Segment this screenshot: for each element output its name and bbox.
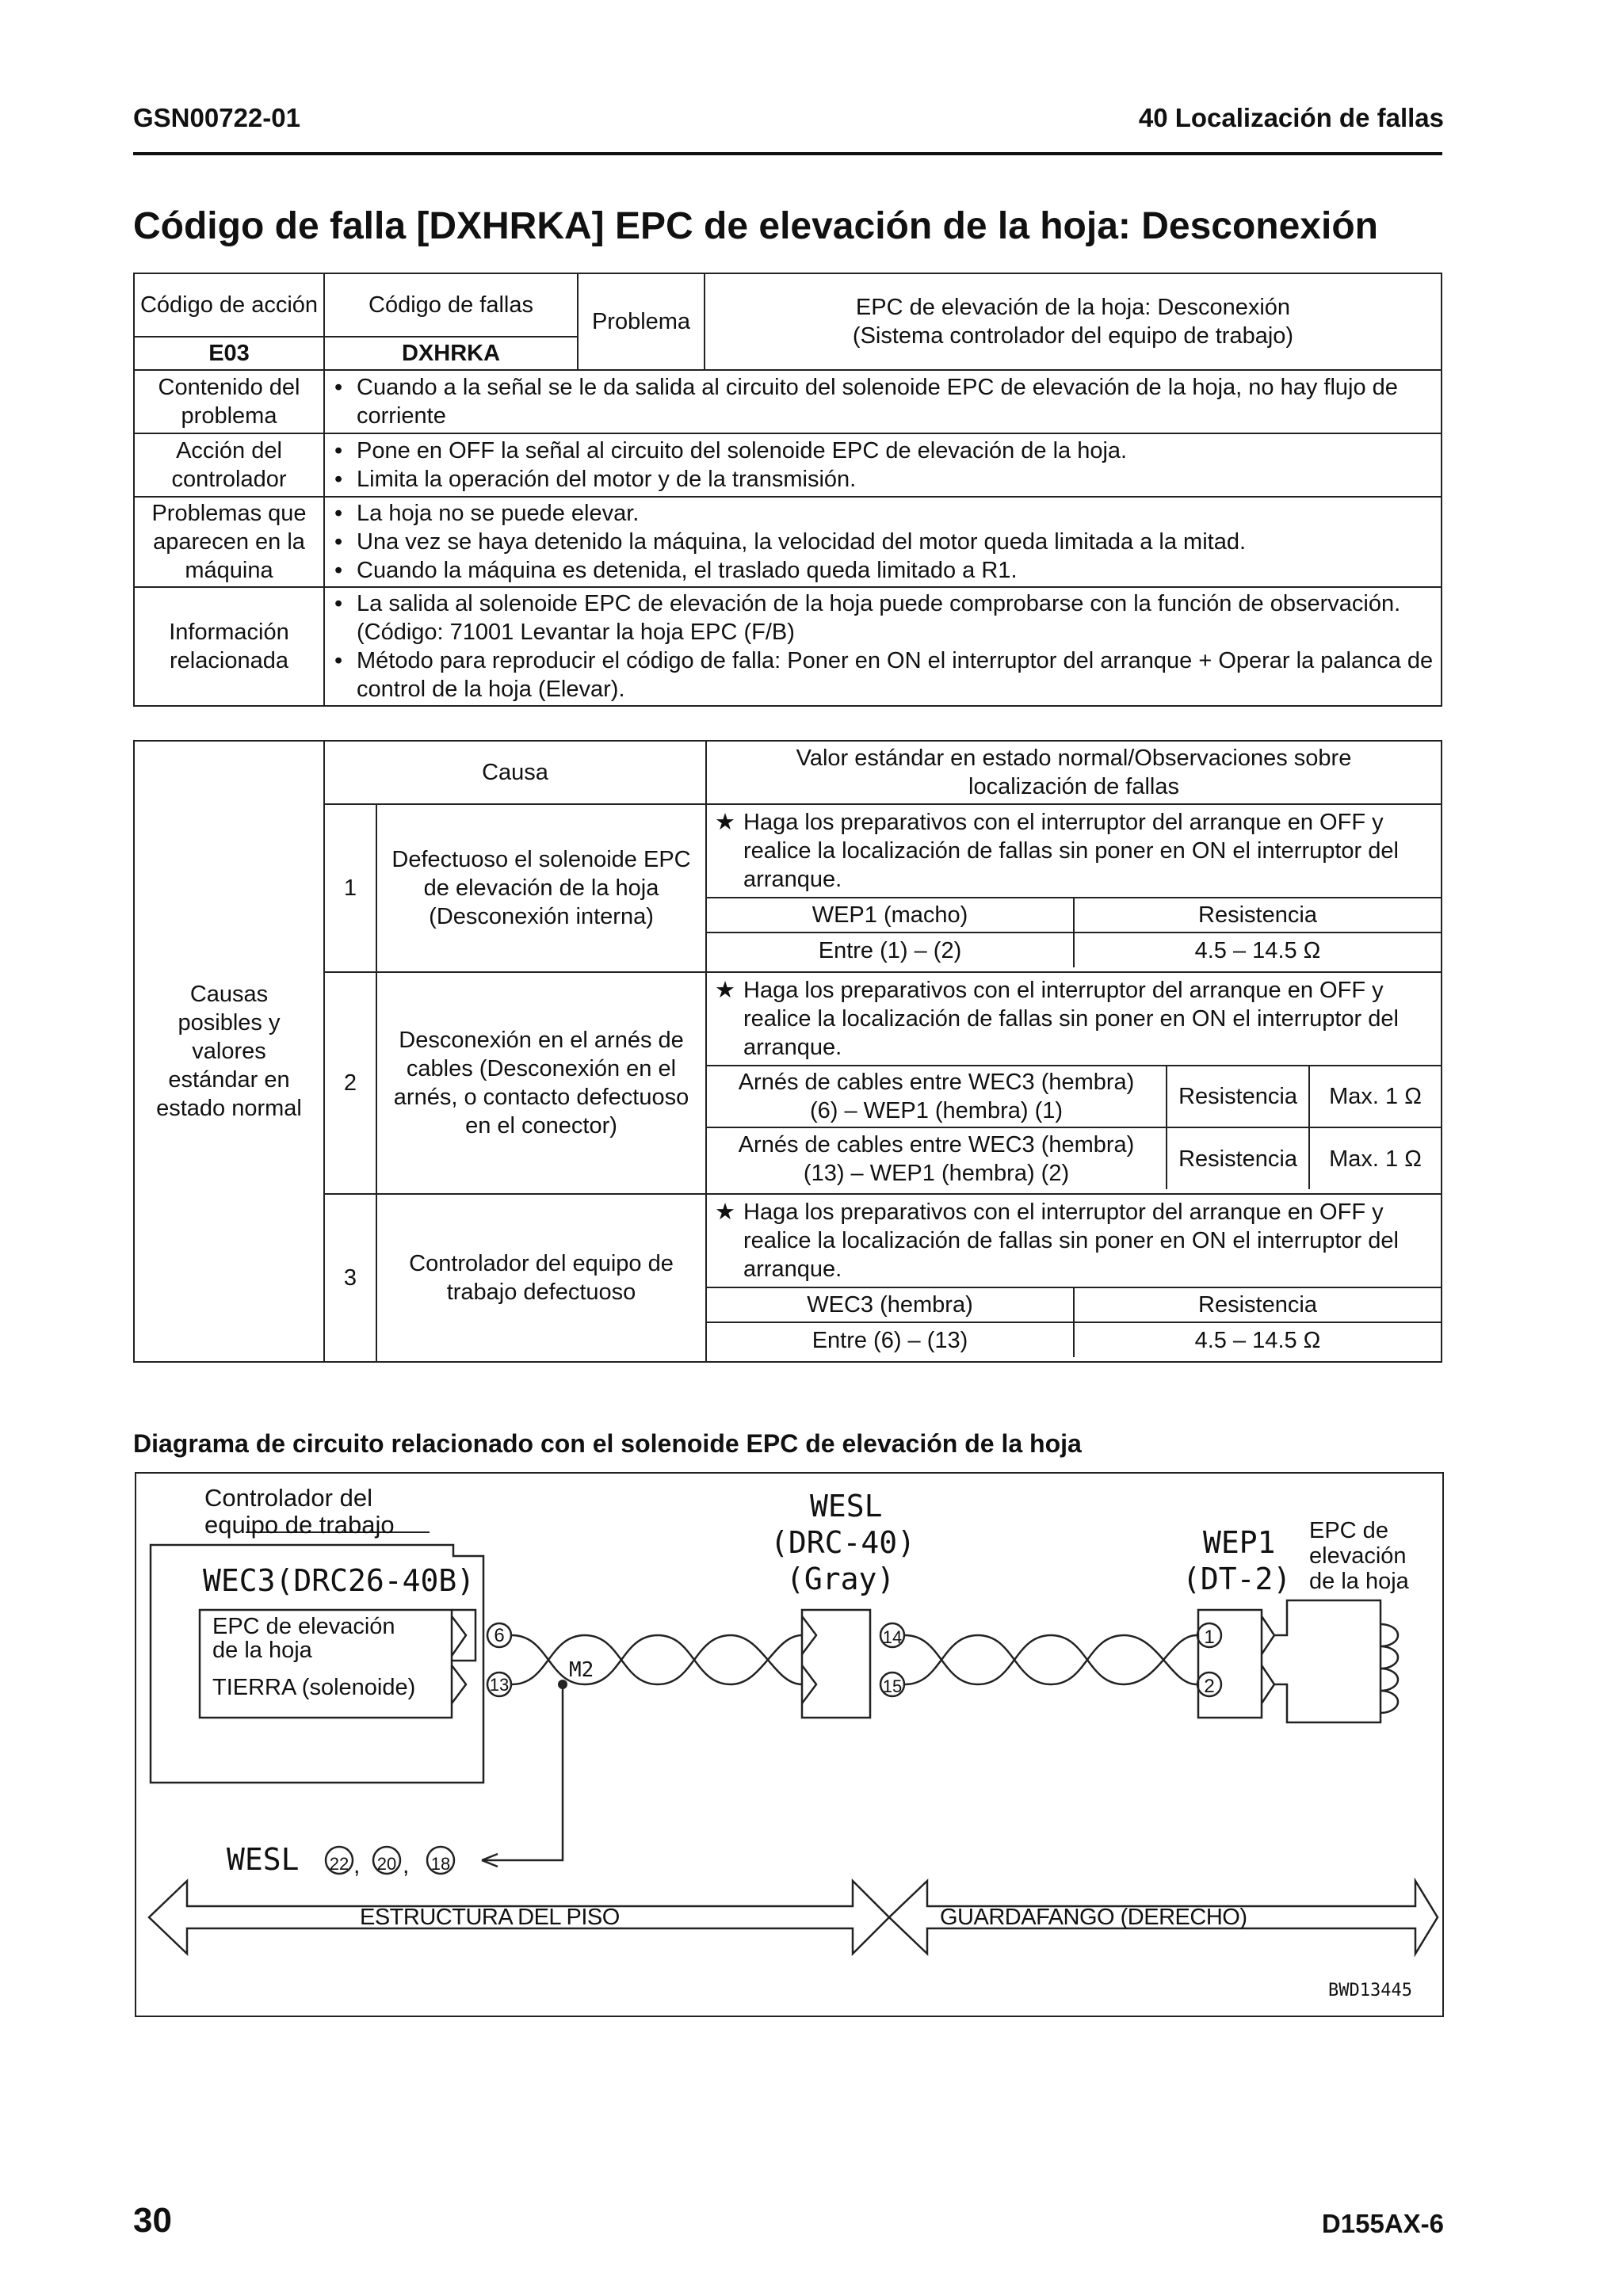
page-number: 30 — [133, 2201, 172, 2240]
floor-structure-label: ESTRUCTURA DEL PISO — [360, 1905, 620, 1930]
value-header: Valor estándar en estado normal/Observaciones sobre localización de fallas — [706, 741, 1442, 804]
star-icon: ★ — [715, 1199, 736, 1225]
cause-2-measure-table — [707, 1065, 1441, 1189]
row-label-accion: Acción del controlador — [134, 433, 324, 497]
wesl-type: (DRC-40) — [770, 1525, 916, 1560]
pin-18-label: 18 — [430, 1854, 451, 1874]
cause-text: Defectuoso el solenoide EPC de elevación de la hoja (Desconexión interna) — [376, 804, 706, 972]
fault-code-label: Código de fallas — [324, 273, 578, 337]
bullet: • Método para reproducir el código de falla: Poner en ON el interruptor del arranque + Operar la palanca de control de la hoja (Elevar). — [330, 646, 1436, 704]
row-label-problemas: Problemas que aparecen en la máquina — [134, 497, 324, 587]
solenoid-label: elevación — [1309, 1543, 1407, 1569]
problem-description: EPC de elevación de la hoja: Desconexión (Sistema controlador del equipo de trabajo) — [705, 273, 1442, 370]
model-number: D155AX-6 — [1321, 2209, 1444, 2238]
wec3-connector — [452, 1610, 475, 1661]
wesl-ground-label: WESL — [227, 1842, 300, 1877]
cause-number: 2 — [324, 972, 376, 1194]
epc-label: EPC de elevación — [212, 1614, 395, 1639]
doc-id: GSN00722-01 — [133, 103, 300, 132]
resistance-label: Resistencia — [1167, 1066, 1309, 1127]
pin-6-label: 6 — [494, 1625, 505, 1646]
pin-1-label: 1 — [1204, 1627, 1215, 1648]
wep1-type: (DT-2) — [1182, 1562, 1292, 1596]
fault-code: DXHRKA — [324, 337, 578, 370]
section-title: 40 Localización de fallas — [1138, 103, 1444, 132]
wesl-pin-bracket-15 — [802, 1665, 816, 1703]
harness-desc: Arnés de cables entre WEC3 (hembra) (13) – WEP1 (hembra) (2) — [707, 1127, 1167, 1189]
cause-number: 1 — [324, 804, 376, 972]
twisted-wire — [905, 1635, 1197, 1684]
controller-label: Controlador del — [204, 1484, 372, 1512]
pin-22-label: 22 — [329, 1854, 349, 1874]
row-content-problemas — [324, 497, 1442, 587]
pins: Entre (1) – (2) — [707, 933, 1074, 967]
page-title: Código de falla [DXHRKA] EPC de elevación de la hoja: Desconexión — [133, 205, 1378, 247]
row-content-accion — [324, 433, 1442, 497]
pin-15-label: 15 — [882, 1676, 903, 1696]
row-content-contenido — [324, 370, 1442, 433]
bullet: • La hoja no se puede elevar. — [330, 499, 1436, 528]
solenoid-body — [1274, 1600, 1381, 1722]
wep1-label: WEP1 — [1203, 1525, 1276, 1560]
problem-label: Problema — [578, 273, 705, 370]
bullet: • Limita la operación del motor y de la transmisión. — [330, 465, 1436, 494]
solenoid-label: de la hoja — [1309, 1569, 1409, 1594]
bullet: • Cuando a la señal se le da salida al circuito del solenoide EPC de elevación de la hoja, no hay flujo de corriente — [330, 373, 1436, 430]
cause-number: 3 — [324, 1194, 376, 1362]
cause-text: Desconexión en el arnés de cables (Desconexión en el arnés, o contacto defectuoso en el conector) — [376, 972, 706, 1194]
standard-value: 4.5 – 14.5 Ω — [1074, 933, 1441, 967]
ground-wire — [482, 1684, 563, 1860]
splice-dot — [558, 1680, 567, 1689]
star-icon: ★ — [715, 978, 736, 1003]
wep1-pin-bracket-1 — [1262, 1616, 1274, 1654]
prep-note: Haga los preparativos con el interruptor del arranque en OFF y realice la localización de fallas sin poner en ON el interruptor del arranque. — [743, 810, 1399, 892]
solenoid-label: EPC de — [1309, 1518, 1388, 1543]
wesl-connector — [802, 1610, 870, 1718]
wec3-label: WEC3(DRC26-40B) — [203, 1563, 475, 1598]
bullet: • Pone en OFF la señal al circuito del solenoide EPC de elevación de la hoja. — [330, 437, 1436, 465]
twisted-wire — [905, 1635, 1197, 1684]
action-code: E03 — [134, 337, 324, 370]
cause-table — [133, 740, 1442, 1363]
pin-14-label: 14 — [882, 1627, 903, 1647]
bullet: • Cuando la máquina es detenida, el traslado queda limitado a R1. — [330, 556, 1436, 585]
header-rule — [133, 152, 1442, 155]
prep-note: Haga los preparativos con el interruptor del arranque en OFF y realice la localización de fallas sin poner en ON el interruptor del arranque. — [743, 1199, 1399, 1282]
row-label-contenido: Contenido del problema — [134, 370, 324, 433]
solenoid-coil-icon — [1381, 1624, 1398, 1713]
max-value: Max. 1 Ω — [1309, 1066, 1441, 1127]
diagram-heading: Diagrama de circuito relacionado con el solenoide EPC de elevación de la hoja — [133, 1429, 1082, 1458]
twisted-wire — [512, 1635, 802, 1684]
connector-header: WEC3 (hembra) — [707, 1287, 1074, 1322]
pins: Entre (6) – (13) — [707, 1322, 1074, 1357]
cause-1-measure-table — [707, 897, 1441, 967]
pin-2-label: 2 — [1204, 1676, 1215, 1697]
action-code-label: Código de acción — [134, 273, 324, 337]
standard-value: 4.5 – 14.5 Ω — [1074, 1322, 1441, 1357]
cause-1-values — [706, 804, 1442, 972]
m2-label: M2 — [569, 1658, 594, 1682]
epc-label: de la hoja — [212, 1638, 312, 1663]
harness-desc: Arnés de cables entre WEC3 (hembra) (6) – WEP1 (hembra) (1) — [707, 1066, 1167, 1127]
bullet: • Una vez se haya detenido la máquina, la velocidad del motor queda limitada a la mitad. — [330, 528, 1436, 556]
wec3-pin-bracket-13 — [452, 1665, 466, 1703]
row-label-informacion: Información relacionada — [134, 587, 324, 706]
wesl-label: WESL — [810, 1489, 883, 1524]
resistance-label: Resistencia — [1167, 1127, 1309, 1189]
cause-2-values — [706, 972, 1442, 1194]
controller-label: equipo de trabajo — [204, 1511, 395, 1539]
wec3-pin-bracket-6 — [452, 1616, 466, 1656]
ground-label: TIERRA (solenoide) — [212, 1675, 416, 1700]
wep1-pin-bracket-2 — [1262, 1665, 1274, 1703]
figure-code: BWD13445 — [1328, 1981, 1412, 2000]
cause-header: Causa — [324, 741, 706, 804]
max-value: Max. 1 Ω — [1309, 1127, 1441, 1189]
fender-label: GUARDAFANGO (DERECHO) — [940, 1905, 1247, 1930]
row-content-informacion — [324, 587, 1442, 706]
circuit-diagram — [135, 1472, 1444, 2017]
connector-header: WEP1 (macho) — [707, 898, 1074, 933]
separator: , — [403, 1852, 410, 1878]
pin-20-label: 20 — [376, 1854, 397, 1874]
fault-info-table — [133, 273, 1442, 707]
bullet: • La salida al solenoide EPC de elevación de la hoja puede comprobarse con la función de observación. (Código: 71001 Levantar la hoja EPC (F/B) — [330, 589, 1436, 646]
separator: , — [353, 1852, 361, 1878]
resistance-header: Resistencia — [1074, 1287, 1441, 1322]
cause-text: Controlador del equipo de trabajo defectuoso — [376, 1194, 706, 1362]
pin-13-label: 13 — [489, 1675, 510, 1695]
prep-note: Haga los preparativos con el interruptor del arranque en OFF y realice la localización de fallas sin poner en ON el interruptor del arranque. — [743, 978, 1399, 1060]
wesl-pin-bracket-14 — [802, 1616, 816, 1654]
twisted-wire — [512, 1635, 802, 1684]
resistance-header: Resistencia — [1074, 898, 1441, 933]
cause-3-measure-table — [707, 1287, 1441, 1357]
cause-3-values — [706, 1194, 1442, 1362]
causes-label: Causas posibles y valores estándar en estado normal — [134, 741, 324, 1362]
wesl-color: (Gray) — [786, 1562, 896, 1596]
star-icon: ★ — [715, 810, 736, 835]
